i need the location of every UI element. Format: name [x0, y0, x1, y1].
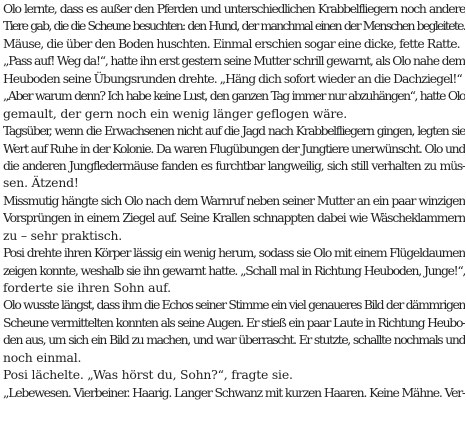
- text-line: Vorsprüngen in einem Ziegel auf. Seine Krallen schnappten dabei wie Wäscheklammern: [3, 210, 465, 226]
- text-line: Heuboden seine Übungsrunden drehte. „Häng dich sofort wieder an die Dachziegel!“: [3, 70, 462, 86]
- text-line: Missmutig hängte sich Olo nach dem Warnruf neben seiner Mutter an ein paar winzigen: [3, 192, 465, 208]
- text-line: gemault, der gern noch ein wenig länger geflogen wäre.: [3, 105, 347, 121]
- text-line: „Pass auf! Weg da!“, hatte ihn erst gestern seine Mutter schrill gewarnt, als Olo nahe dem: [3, 53, 465, 69]
- text-line: „Aber warum denn? Ich habe keine Lust, den ganzen Tag immer nur abzuhängen“, hatte Olo: [3, 88, 465, 104]
- paragraph-hanging: [3, 192, 465, 244]
- text-line: Posi drehte ihren Körper lässig ein wenig herum, sodass sie Olo mit einem Flügeldaumen: [3, 245, 465, 261]
- text-line: Mäuse, die über den Boden huschten. Einmal erschien sogar eine dicke, fette Ratte.: [3, 35, 460, 51]
- text-line: forderte sie ihren Sohn auf.: [3, 280, 171, 295]
- text-line: Olo lernte, dass es außer den Pferden und unterschiedlichen Krabbelfliegern noch andere: [3, 1, 465, 16]
- paragraph-echoes: [3, 296, 465, 366]
- text-line: den aus, um sich ein Bild zu machen, und war überrascht. Er stutzte, schallte nochmals und: [3, 332, 465, 348]
- document-page: [3, 0, 465, 429]
- paragraph-complaint: [3, 87, 465, 122]
- text-line: Tiere gab, die die Scheune besuchten: den Hund, der manchmal einen der Menschen begleitete.: [3, 18, 465, 34]
- text-line: noch einmal.: [3, 349, 82, 365]
- paragraph-warning: [3, 52, 465, 87]
- text-line: „Lebewesen. Vierbeiner. Haarig. Langer Schwanz mit kurzen Haaren. Keine Mähne. Ver-: [3, 384, 465, 400]
- text-line: Posi lächelte. „Was hörst du, Sohn?“, fragte sie.: [3, 367, 293, 383]
- text-line: zu – sehr praktisch.: [3, 227, 123, 243]
- text-line: zeigen konnte, weshalb sie ihn gewarnt hatte. „Schall mal in Richtung Heuboden, Junge!“,: [3, 262, 465, 278]
- text-line: Olo wusste längst, dass ihm die Echos seiner Stimme ein viel genaueres Bild der dämmrigen: [3, 297, 465, 313]
- text-line: sen. Ätzend!: [3, 175, 79, 191]
- paragraph-question: [3, 366, 465, 383]
- text-line: Tagsüber, wenn die Erwachsenen nicht auf die Jagd nach Krabbelfliegern gingen, legten sie: [3, 123, 465, 139]
- paragraph-animals: [3, 0, 465, 52]
- text-line: Scheune vermittelten konnten als seine Augen. Er stieß ein paar Laute in Richtung Heubo-: [3, 314, 465, 330]
- paragraph-answer: [3, 384, 465, 401]
- text-line: Wert auf Ruhe in der Kolonie. Da waren Flugübungen der Jungtiere unerwünscht. Olo und: [3, 140, 465, 156]
- paragraph-daytime: [3, 122, 465, 192]
- text-line: die anderen Jungfledermäuse fanden es furchtbar langweilig, sich still verhalten zu müs-: [3, 157, 465, 173]
- paragraph-posi-turns: [3, 244, 465, 296]
